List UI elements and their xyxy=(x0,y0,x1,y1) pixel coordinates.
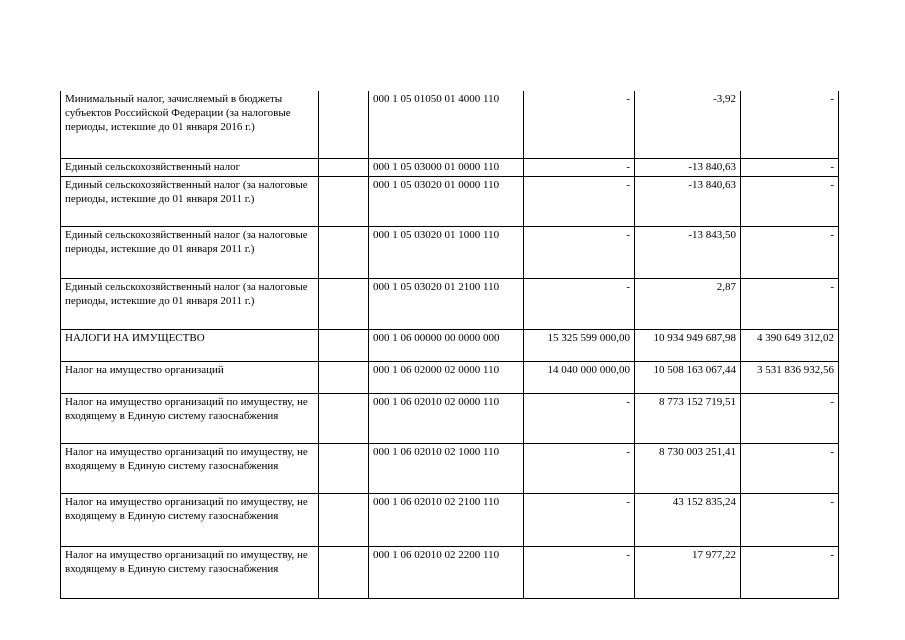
row-plan-cell: - xyxy=(524,493,635,546)
budget-execution-table xyxy=(60,91,839,599)
row-executed-cell: 17 977,22 xyxy=(635,546,741,598)
row-executed-cell: 8 773 152 719,51 xyxy=(635,393,741,443)
row-plan-cell: - xyxy=(524,158,635,176)
row-code-cell: 000 1 06 02000 02 0000 110 xyxy=(369,361,524,393)
row-code-cell: 000 1 05 03000 01 0000 110 xyxy=(369,158,524,176)
row-executed-cell: 8 730 003 251,41 xyxy=(635,443,741,493)
row-remaining-cell: 4 390 649 312,02 xyxy=(741,329,839,361)
row-empty-cell xyxy=(319,329,369,361)
table-row xyxy=(61,158,839,176)
row-name-cell: Единый сельскохозяйственный налог (за налоговые периоды, истекшие до 01 января 2011 г.) xyxy=(61,176,319,226)
row-remaining-cell: - xyxy=(741,546,839,598)
table-row xyxy=(61,278,839,329)
row-remaining-cell: - xyxy=(741,226,839,278)
row-plan-cell: 14 040 000 000,00 xyxy=(524,361,635,393)
row-empty-cell xyxy=(319,226,369,278)
row-empty-cell xyxy=(319,493,369,546)
row-name-cell: Налог на имущество организаций по имуществу, не входящему в Единую систему газоснабжения xyxy=(61,493,319,546)
row-code-cell: 000 1 05 01050 01 4000 110 xyxy=(369,91,524,158)
row-executed-cell: 2,87 xyxy=(635,278,741,329)
table-row xyxy=(61,329,839,361)
row-code-cell: 000 1 06 00000 00 0000 000 xyxy=(369,329,524,361)
table-row xyxy=(61,493,839,546)
row-plan-cell: - xyxy=(524,443,635,493)
row-empty-cell xyxy=(319,158,369,176)
row-remaining-cell: - xyxy=(741,176,839,226)
row-executed-cell: -13 840,63 xyxy=(635,176,741,226)
row-name-cell: Единый сельскохозяйственный налог xyxy=(61,158,319,176)
row-remaining-cell: 3 531 836 932,56 xyxy=(741,361,839,393)
row-plan-cell: - xyxy=(524,176,635,226)
row-empty-cell xyxy=(319,361,369,393)
row-code-cell: 000 1 06 02010 02 1000 110 xyxy=(369,443,524,493)
row-executed-cell: -13 840,63 xyxy=(635,158,741,176)
row-plan-cell: - xyxy=(524,278,635,329)
row-plan-cell: - xyxy=(524,393,635,443)
row-executed-cell: 43 152 835,24 xyxy=(635,493,741,546)
row-remaining-cell: - xyxy=(741,278,839,329)
table-row xyxy=(61,361,839,393)
row-empty-cell xyxy=(319,443,369,493)
row-code-cell: 000 1 06 02010 02 2100 110 xyxy=(369,493,524,546)
row-empty-cell xyxy=(319,546,369,598)
row-executed-cell: -3,92 xyxy=(635,91,741,158)
row-remaining-cell: - xyxy=(741,493,839,546)
row-empty-cell xyxy=(319,91,369,158)
row-remaining-cell: - xyxy=(741,158,839,176)
row-name-cell: Единый сельскохозяйственный налог (за налоговые периоды, истекшие до 01 января 2011 г.) xyxy=(61,226,319,278)
row-empty-cell xyxy=(319,176,369,226)
row-code-cell: 000 1 05 03020 01 0000 110 xyxy=(369,176,524,226)
row-executed-cell: 10 934 949 687,98 xyxy=(635,329,741,361)
table-row xyxy=(61,546,839,598)
table-row xyxy=(61,393,839,443)
row-remaining-cell: - xyxy=(741,393,839,443)
row-plan-cell: - xyxy=(524,226,635,278)
row-code-cell: 000 1 06 02010 02 2200 110 xyxy=(369,546,524,598)
row-code-cell: 000 1 06 02010 02 0000 110 xyxy=(369,393,524,443)
row-empty-cell xyxy=(319,393,369,443)
table-row xyxy=(61,443,839,493)
row-plan-cell: 15 325 599 000,00 xyxy=(524,329,635,361)
row-code-cell: 000 1 05 03020 01 1000 110 xyxy=(369,226,524,278)
row-name-cell: Налог на имущество организаций xyxy=(61,361,319,393)
row-code-cell: 000 1 05 03020 01 2100 110 xyxy=(369,278,524,329)
row-name-cell: Налог на имущество организаций по имуществу, не входящему в Единую систему газоснабжения xyxy=(61,443,319,493)
row-plan-cell: - xyxy=(524,546,635,598)
row-name-cell: Минимальный налог, зачисляемый в бюджеты субъектов Российской Федерации (за налоговые периоды, истекшие до 01 января 2016 г.) xyxy=(61,91,319,158)
row-name-cell: НАЛОГИ НА ИМУЩЕСТВО xyxy=(61,329,319,361)
row-remaining-cell: - xyxy=(741,91,839,158)
row-remaining-cell: - xyxy=(741,443,839,493)
row-name-cell: Налог на имущество организаций по имуществу, не входящему в Единую систему газоснабжения xyxy=(61,393,319,443)
table-row xyxy=(61,176,839,226)
row-name-cell: Налог на имущество организаций по имуществу, не входящему в Единую систему газоснабжения xyxy=(61,546,319,598)
row-executed-cell: -13 843,50 xyxy=(635,226,741,278)
row-plan-cell: - xyxy=(524,91,635,158)
row-executed-cell: 10 508 163 067,44 xyxy=(635,361,741,393)
row-name-cell: Единый сельскохозяйственный налог (за налоговые периоды, истекшие до 01 января 2011 г.) xyxy=(61,278,319,329)
row-empty-cell xyxy=(319,278,369,329)
table-row xyxy=(61,226,839,278)
table-row xyxy=(61,91,839,158)
